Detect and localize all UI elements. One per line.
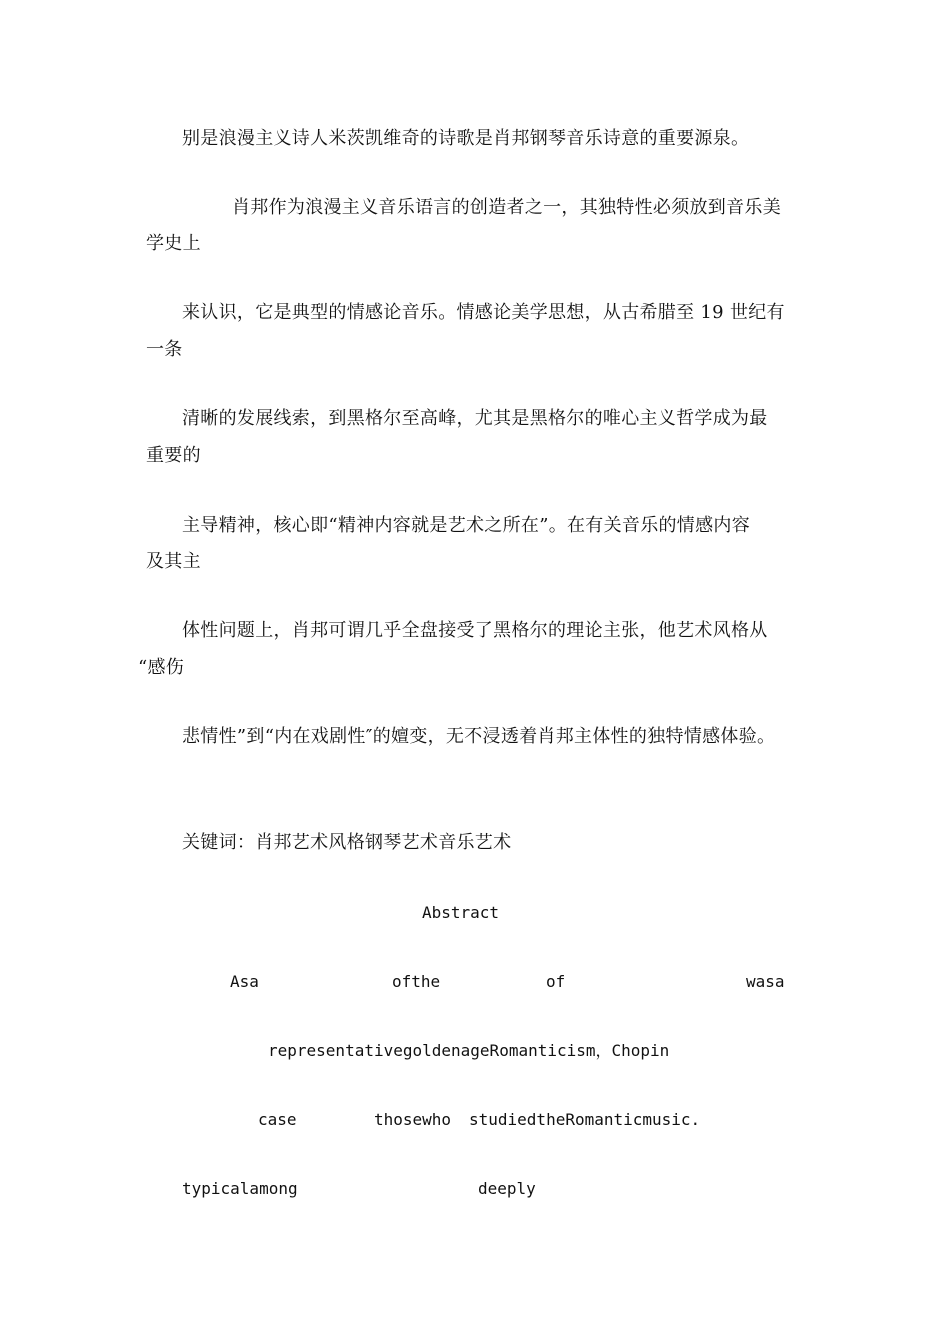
paragraph-line-1: 别是浪漫主义诗人米茨凯维奇的诗歌是肖邦钢琴音乐诗意的重要源泉。: [182, 128, 750, 149]
abstract-fragment: studiedtheRomanticmusic.: [469, 1110, 701, 1129]
abstract-fragment: ofthe: [392, 972, 441, 991]
abstract-fragment: typicalamong: [182, 1179, 298, 1198]
abstract-fragment: Asa: [230, 972, 259, 991]
paragraph-line-8: 主导精神，核心即“精神内容就是艺术之所在”。在有关音乐的情感内容: [182, 515, 751, 536]
keywords-line: 关键词：肖邦艺术风格钢琴艺术音乐艺术: [182, 832, 512, 853]
paragraph-line-12: 悲情性”到“内在戏剧性″的嬗变，无不浸透着肖邦主体性的独特情感体验。: [182, 726, 776, 747]
paragraph-line-6: 清晰的发展线索，到黑格尔至高峰，尤其是黑格尔的唯心主义哲学成为最: [182, 408, 768, 429]
paragraph-line-4: 来认识，它是典型的情感论音乐。情感论美学思想，从古希腊至 19 世纪有: [182, 302, 785, 323]
paragraph-line-5: 一条: [146, 339, 183, 360]
paragraph-line-11: “感伤: [138, 657, 185, 678]
paragraph-line-2: 肖邦作为浪漫主义音乐语言的创造者之一，其独特性必须放到音乐美: [232, 197, 781, 218]
abstract-fragment: case: [258, 1110, 297, 1129]
paragraph-line-3: 学史上: [146, 233, 201, 254]
abstract-fragment: wasa: [746, 972, 785, 991]
paragraph-line-7: 重要的: [146, 445, 201, 466]
abstract-fragment: representativegoldenageRomanticism，Chopin: [268, 1041, 670, 1060]
abstract-fragment: thosewho: [374, 1110, 452, 1129]
abstract-fragment: deeply: [478, 1179, 536, 1198]
paragraph-line-10: 体性问题上，肖邦可谓几乎全盘接受了黑格尔的理论主张，他艺术风格从: [182, 620, 768, 641]
abstract-title: Abstract: [422, 903, 500, 922]
paragraph-line-9: 及其主: [146, 551, 201, 572]
abstract-fragment: of: [546, 972, 566, 991]
